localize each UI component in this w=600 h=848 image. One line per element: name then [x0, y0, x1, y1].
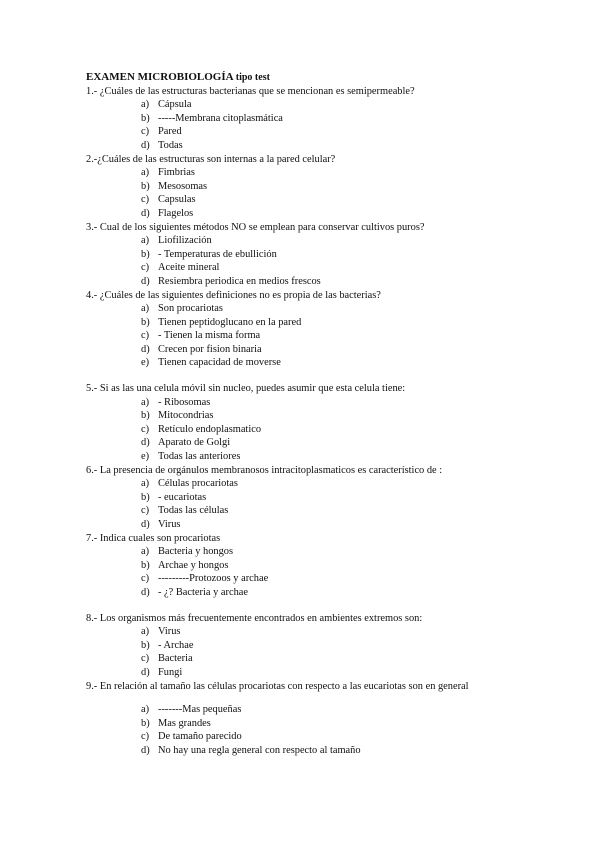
exam-title-sub: tipo test — [235, 72, 270, 83]
option-c — [86, 125, 586, 139]
option-text: - ¿? Bacteria y archae — [158, 586, 248, 598]
option-letter: e) — [141, 357, 150, 369]
option-letter: d) — [141, 519, 150, 530]
option-a — [86, 477, 586, 491]
option-letter: d) — [141, 207, 150, 219]
option-c — [86, 572, 586, 586]
exam-title — [86, 71, 586, 85]
question-9 — [86, 680, 586, 758]
option-e — [86, 356, 586, 370]
spacer — [86, 600, 586, 612]
question-8 — [86, 612, 586, 680]
option-c — [86, 504, 586, 518]
option-a — [86, 625, 586, 639]
option-text: Flagelos — [158, 207, 194, 219]
option-letter: c) — [141, 505, 150, 517]
option-letter: a) — [141, 704, 150, 716]
option-letter: a) — [141, 478, 150, 490]
option-c — [86, 423, 586, 437]
question-text: 3.- Cual de los siguientes métodos NO se emplean para conservar cultivos puros? — [86, 221, 425, 233]
option-a — [86, 98, 586, 112]
option-d — [86, 207, 586, 221]
question-2 — [86, 153, 586, 221]
option-text: - Ribosomas — [158, 396, 211, 408]
option-text: Fimbrias — [158, 167, 195, 179]
option-d — [86, 586, 586, 600]
option-text: Mitocondrias — [158, 410, 214, 422]
option-text: Archae y hongos — [158, 559, 229, 571]
option-d — [86, 518, 586, 532]
option-letter: b) — [141, 559, 150, 571]
option-letter: c) — [141, 126, 150, 138]
option-text: Cápsula — [158, 99, 192, 111]
option-b — [86, 112, 586, 126]
option-b — [86, 316, 586, 330]
option-text: Todas las anteriores — [158, 451, 241, 463]
question-3 — [86, 221, 586, 289]
exam-title-main: EXAMEN MICROBIOLOGÍA — [86, 71, 233, 83]
option-text: - Temperaturas de ebullición — [158, 248, 277, 260]
option-text: Bacteria y hongos — [158, 546, 234, 558]
option-text: Tienen peptidoglucano en la pared — [158, 316, 302, 328]
option-letter: b) — [141, 248, 150, 260]
option-text: - Archae — [158, 639, 194, 651]
option-text: No hay una regla general con respecto al tamaño — [158, 744, 361, 756]
option-letter: d) — [141, 586, 150, 598]
option-e — [86, 450, 586, 464]
option-a — [86, 545, 586, 559]
option-c — [86, 261, 586, 275]
question-text: 9.- En relación al tamaño las células procariotas con respecto a las eucariotas son en general — [86, 680, 469, 692]
option-letter: d) — [141, 343, 150, 355]
option-text: Mesosomas — [158, 180, 208, 192]
option-letter: a) — [141, 235, 150, 247]
question-text: 6.- La presencia de orgánulos membranosos intracitoplasmaticos es característico de : — [86, 464, 443, 476]
option-text: Crecen por fision binaria — [158, 343, 262, 355]
option-d — [86, 139, 586, 153]
question-text: 5.- Si as las una celula móvil sin nucleo, puedes asumir que esta celula tiene: — [86, 383, 406, 395]
option-d — [86, 275, 586, 289]
option-letter: d) — [141, 666, 150, 678]
option-text: Resiembra periodica en medios frescos — [158, 275, 321, 287]
option-text: ---------Protozoos y archae — [158, 573, 269, 585]
option-letter: c) — [141, 330, 150, 342]
option-b — [86, 248, 586, 262]
option-letter: b) — [141, 410, 150, 422]
question-text: 7.- Indica cuales son procariotas — [86, 532, 221, 544]
option-letter: c) — [141, 194, 150, 206]
option-text: Todas las células — [158, 505, 229, 517]
option-letter: c) — [141, 653, 150, 665]
option-letter: c) — [141, 731, 150, 743]
question-text: 4.- ¿Cuáles de las siguientes definiciones no es propia de las bacterias? — [86, 289, 381, 301]
option-c — [86, 329, 586, 343]
option-b — [86, 409, 586, 423]
question-4 — [86, 289, 586, 371]
option-letter: c) — [141, 262, 150, 274]
option-d — [86, 744, 586, 758]
option-letter: a) — [141, 99, 150, 111]
question-7 — [86, 532, 586, 600]
option-a — [86, 234, 586, 248]
option-b — [86, 559, 586, 573]
option-text: Pared — [158, 126, 182, 138]
option-a — [86, 703, 586, 717]
option-letter: d) — [141, 744, 150, 756]
option-c — [86, 193, 586, 207]
option-text: Fungi — [158, 666, 183, 678]
option-a — [86, 396, 586, 410]
option-text: Son procariotas — [158, 303, 223, 315]
option-letter: a) — [141, 396, 150, 408]
question-text: 1.- ¿Cuáles de las estructuras bacterianas que se mencionan es semipermeable? — [86, 85, 415, 97]
option-letter: a) — [141, 303, 150, 315]
option-b — [86, 639, 586, 653]
option-text: Virus — [158, 626, 181, 638]
option-text: Liofilización — [158, 235, 212, 247]
option-text: Retículo endoplasmatico — [158, 423, 262, 435]
exam-page — [86, 71, 586, 758]
option-letter: d) — [141, 437, 150, 449]
option-text: -----Membrana citoplasmática — [158, 112, 283, 124]
option-text: - Tienen la misma forma — [158, 330, 261, 342]
option-text: Bacteria — [158, 653, 193, 665]
option-letter: d) — [141, 275, 150, 287]
option-text: Virus — [158, 519, 181, 530]
option-text: Todas — [158, 139, 183, 151]
question-text: 8.- Los organismos más frecuentemente encontrados en ambientes extremos son: — [86, 612, 423, 624]
option-letter: c) — [141, 573, 150, 585]
option-d — [86, 436, 586, 450]
option-letter: b) — [141, 717, 150, 729]
option-d — [86, 343, 586, 357]
option-letter: c) — [141, 423, 150, 435]
option-letter: b) — [141, 491, 150, 503]
option-b — [86, 491, 586, 505]
question-5 — [86, 382, 586, 464]
question-6 — [86, 464, 586, 532]
option-letter: b) — [141, 112, 150, 124]
option-letter: a) — [141, 626, 150, 638]
spacer — [86, 693, 586, 703]
option-a — [86, 166, 586, 180]
option-text: -------Mas pequeñas — [158, 704, 242, 716]
option-d — [86, 666, 586, 680]
question-text: 2.-¿Cuáles de las estructuras son internas a la pared celular? — [86, 153, 336, 165]
option-letter: d) — [141, 139, 150, 151]
option-letter: a) — [141, 167, 150, 179]
option-a — [86, 302, 586, 316]
question-1 — [86, 85, 586, 153]
option-c — [86, 652, 586, 666]
option-text: - eucariotas — [158, 491, 207, 503]
option-text: Aparato de Golgi — [158, 437, 231, 449]
option-text: Mas grandes — [158, 717, 211, 729]
option-b — [86, 717, 586, 731]
option-text: Aceite mineral — [158, 262, 220, 274]
option-letter: b) — [141, 180, 150, 192]
spacer — [86, 370, 586, 382]
option-text: Células procariotas — [158, 478, 238, 490]
option-text: De tamaño parecido — [158, 731, 242, 743]
option-letter: b) — [141, 639, 150, 651]
option-text: Tienen capacidad de moverse — [158, 357, 281, 369]
option-text: Capsulas — [158, 194, 196, 206]
option-letter: b) — [141, 316, 150, 328]
option-c — [86, 730, 586, 744]
option-letter: a) — [141, 546, 150, 558]
option-b — [86, 180, 586, 194]
option-letter: e) — [141, 451, 150, 463]
